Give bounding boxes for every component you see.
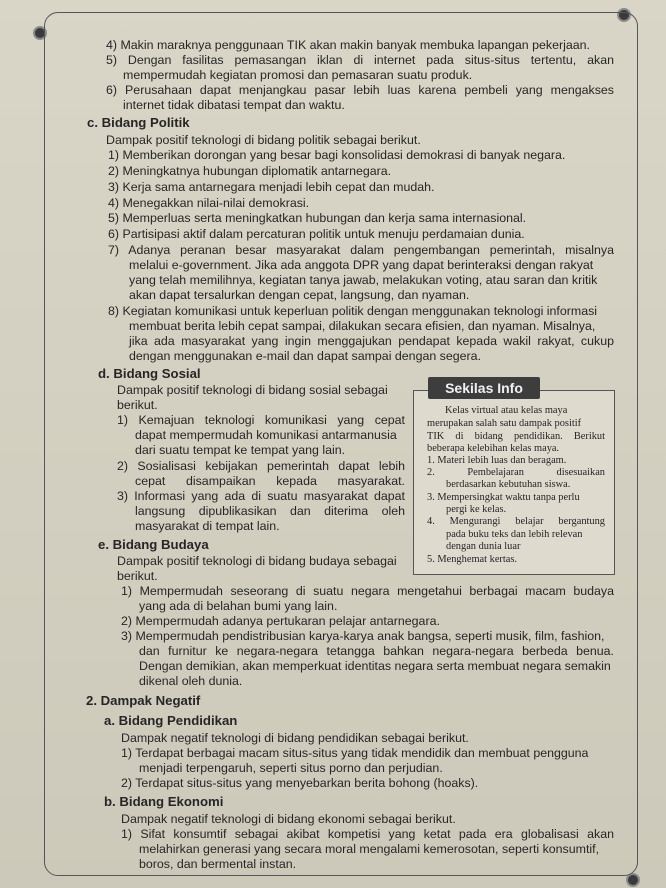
list-item: 6) Partisipasi aktif dalam percaturan politik untuk menuju perdamaian dunia. — [108, 227, 525, 241]
list-item-continuation: dan furnitur ke negara-negara tetangga bahkan negara-negara berbeda benua. — [139, 644, 614, 658]
list-item-continuation: boros, dan bermental instan. — [139, 857, 297, 871]
list-item: 2) Meningkatnya hubungan diplomatik antarnegara. — [108, 164, 392, 178]
info-box-list-item: 2. Pembelajaran disesuaikan — [427, 467, 605, 478]
list-item-continuation: Dengan demikian, akan memperkuat identitas negara serta membuat negara semakin — [139, 659, 611, 673]
list-item-continuation: melalui e-government. Jika ada anggota DPR yang dapat berinteraksi dengan rakyat — [129, 258, 594, 272]
list-item: 5) Memperluas serta meningkatkan hubungan dan kerja sama internasional. — [108, 211, 527, 225]
section-intro: Dampak positif teknologi di bidang budaya sebagai — [117, 554, 397, 568]
section-intro: Dampak negatif teknologi di bidang pendidikan sebagai berikut. — [121, 731, 469, 745]
info-box-text: beberapa kelebihan kelas maya. — [427, 443, 560, 454]
list-item: 3) Kerja sama antarnegara menjadi lebih cepat dan mudah. — [108, 180, 435, 194]
list-item: 8) Kegiatan komunikasi untuk keperluan politik dengan menggunakan teknologi informasi — [108, 304, 598, 318]
section-intro: Dampak positif teknologi di bidang sosial sebagai — [117, 383, 388, 397]
list-item: 6) Perusahaan dapat menjangkau pasar lebih luas karena pembeli yang mengakses — [106, 83, 614, 97]
list-item: 2) Mempermudah adanya pertukaran pelajar antarnegara. — [121, 614, 440, 628]
info-box-list-item: 4. Mengurangi belajar bergantung — [427, 516, 605, 527]
list-item-continuation: yang ada di belahan bumi yang lain. — [139, 599, 338, 613]
section-intro: Dampak positif teknologi di bidang politik sebagai berikut. — [106, 133, 421, 147]
info-box-list-item: 3. Mempersingkat waktu tanpa perlu — [427, 492, 580, 503]
info-box-list-item-continuation: berdasarkan kebutuhan siswa. — [446, 479, 571, 490]
list-item-continuation: jika ada masyarakat yang ingin menggajukan pendapat kepada wakil rakyat, cukup — [129, 334, 614, 348]
list-item-continuation: dikenal oleh dunia. — [139, 674, 243, 688]
list-item: 2) Terdapat situs-situs yang menyebarkan berita bohong (hoaks). — [121, 776, 479, 790]
info-box-list-item: 5. Menghemat kertas. — [427, 554, 518, 565]
list-item-continuation: cepat disampaikan kepada masyarakat. — [135, 474, 405, 488]
info-box-title: Sekilas Info — [428, 377, 540, 399]
list-item-continuation: yang telah memilihnya, kegiatan tanya jawab, melakukan voting, atau saran dan kritik — [129, 273, 598, 287]
list-item-continuation: langsung dipublikasikan dan diterima oleh — [135, 504, 405, 518]
list-item-continuation: dapat mempermudah komunikasi antarmanusia — [135, 428, 397, 442]
info-box-list-item: 1. Materi lebih luas dan beragam. — [427, 455, 567, 466]
section-heading-dampak-negatif: 2. Dampak Negatif — [86, 693, 201, 708]
list-item-continuation: dari suatu tempat ke tempat yang lain. — [135, 443, 346, 457]
list-item: 4) Makin maraknya penggunaan TIK akan makin banyak membuka lapangan pekerjaan. — [106, 38, 590, 52]
list-item: 1) Sifat konsumtif sebagai akibat kompetisi yang ketat pada era globalisasi akan — [121, 827, 614, 841]
list-item-continuation: membuat berita lebih cepat sampai, dilakukan secara efisien, dan nyaman. Misalnya, — [129, 319, 596, 333]
section-intro: Dampak negatif teknologi di bidang ekonomi sebagai berikut. — [121, 812, 456, 826]
info-box-text: merupakan salah satu dampak positif — [427, 418, 582, 429]
section-intro: berikut. — [117, 398, 158, 412]
list-item-continuation: mempermudah kegiatan promosi dan pemasaran suatu produk. — [123, 68, 473, 82]
section-heading-sosial: d. Bidang Sosial — [98, 366, 201, 381]
list-item: 1) Terdapat berbagai macam situs-situs yang tidak mendidik dan membuat pengguna — [121, 746, 589, 760]
list-item: 1) Memberikan dorongan yang besar bagi konsolidasi demokrasi di banyak negara. — [108, 148, 566, 162]
info-box-text: TIK di bidang pendidikan. Berikut — [427, 431, 605, 442]
list-item: 4) Menegakkan nilai-nilai demokrasi. — [108, 196, 310, 210]
list-item-continuation: akan dapat tersalurkan dengan cepat, langsung, dan nyaman. — [129, 288, 470, 302]
section-heading-ekonomi: b. Bidang Ekonomi — [104, 794, 224, 809]
list-item-continuation: internet tidak dibatasi tempat dan waktu. — [123, 98, 345, 112]
list-item-continuation: masyarakat di tempat lain. — [135, 519, 280, 533]
list-item: 3) Mempermudah pendistribusian karya-karya anak bangsa, seperti musik, film, fashion, — [121, 629, 605, 643]
info-box-list-item-continuation: pada buku teks dan lebih relevan — [446, 529, 583, 540]
list-item-continuation: dengan menggunakan e-mail dan dapat sampai dengan segera. — [129, 349, 482, 363]
info-box-list-item-continuation: pergi ke kelas. — [446, 504, 507, 515]
list-item-continuation: menjadi terpengaruh, seperti situs porno dan perjudian. — [139, 761, 443, 775]
list-item: 1) Mempermudah seseorang di suatu negara mengetahui berbagai macam budaya — [121, 584, 614, 598]
section-heading-politik: c. Bidang Politik — [87, 115, 190, 130]
section-heading-pendidikan: a. Bidang Pendidikan — [104, 713, 238, 728]
list-item-continuation: melahirkan generasi yang secara moral mengalami kemerosotan, seperti konsumtif, — [139, 842, 600, 856]
info-box-text: Kelas virtual atau kelas maya — [445, 405, 568, 416]
info-box-list-item-continuation: dengan dunia luar — [446, 541, 521, 552]
section-heading-budaya: e. Bidang Budaya — [98, 537, 209, 552]
section-intro: berikut. — [117, 569, 158, 583]
list-item: 3) Informasi yang ada di suatu masyarakat dapat — [117, 489, 405, 503]
list-item: 5) Dengan fasilitas pemasangan iklan di internet pada situs-situs tertentu, akan — [106, 53, 614, 67]
list-item: 7) Adanya peranan besar masyarakat dalam pengembangan pemerintah, misalnya — [108, 243, 614, 257]
list-item: 2) Sosialisasi kebijakan pemerintah dapat lebih — [117, 459, 405, 473]
list-item: 1) Kemajuan teknologi komunikasi yang cepat — [117, 413, 405, 427]
